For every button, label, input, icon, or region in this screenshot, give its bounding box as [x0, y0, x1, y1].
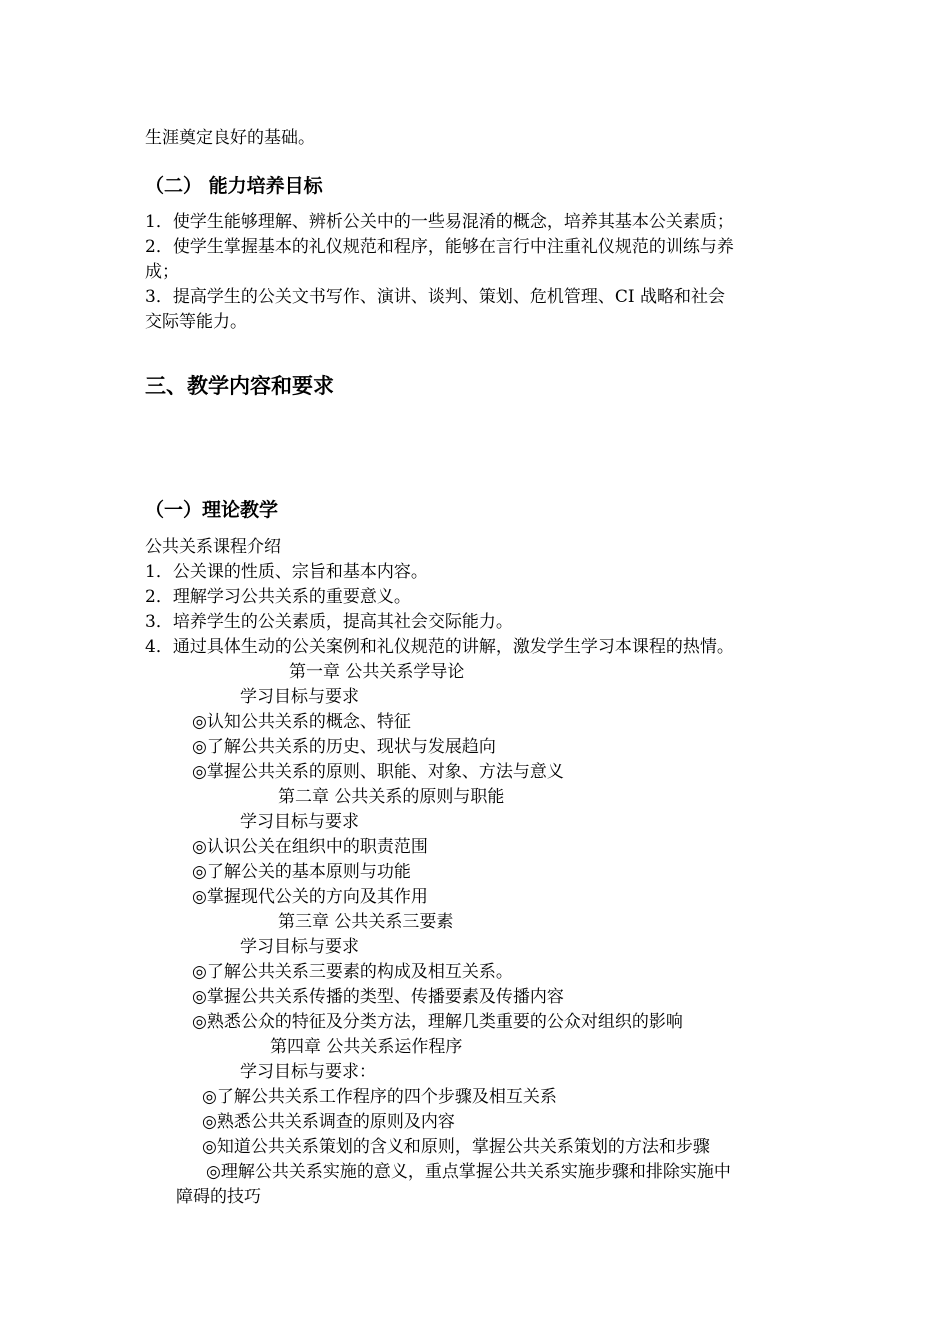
chapter-goal-item: ◎掌握公共关系的原则、职能、对象、方法与意义	[192, 762, 564, 782]
chapter-goal-label: 学习目标与要求	[240, 937, 359, 957]
ability-item: 2．使学生掌握基本的礼仪规范和程序，能够在言行中注重礼仪规范的训练与养	[145, 237, 734, 257]
theory-intro-title: 公共关系课程介绍	[145, 537, 281, 557]
theory-intro-item: 4．通过具体生动的公关案例和礼仪规范的讲解，激发学生学习本课程的热情。	[145, 637, 734, 657]
chapter-goal-item: ◎知道公共关系策划的含义和原则，掌握公共关系策划的方法和步骤	[202, 1137, 710, 1157]
chapter-goal-label: 学习目标与要求	[240, 812, 359, 832]
ability-item: 交际等能力。	[145, 312, 247, 332]
chapter-goal-item: ◎了解公共关系的历史、现状与发展趋向	[192, 737, 496, 757]
chapter-goal-item: 障碍的技巧	[176, 1187, 261, 1207]
chapter-title: 第三章 公共关系三要素	[278, 912, 454, 932]
chapter-goal-item: ◎理解公共关系实施的意义，重点掌握公共关系实施步骤和排除实施中	[206, 1162, 731, 1182]
chapter-title: 第四章 公共关系运作程序	[270, 1037, 463, 1057]
intro-tail-text: 生涯奠定良好的基础。	[145, 128, 315, 148]
chapter-goal-item: ◎熟悉公共关系调查的原则及内容	[202, 1112, 455, 1132]
ability-heading: （二） 能力培养目标	[145, 175, 323, 197]
chapter-title: 第二章 公共关系的原则与职能	[278, 787, 505, 807]
chapter-goal-item: ◎认识公关在组织中的职责范围	[192, 837, 428, 857]
chapter-goal-item: ◎认知公共关系的概念、特征	[192, 712, 411, 732]
theory-heading: （一）理论教学	[145, 499, 279, 521]
theory-intro-item: 1．公关课的性质、宗旨和基本内容。	[145, 562, 428, 582]
chapter-goal-item: ◎了解公共关系三要素的构成及相互关系。	[192, 962, 513, 982]
chapter-goal-item: ◎了解公共关系工作程序的四个步骤及相互关系	[202, 1087, 557, 1107]
ability-item: 3．提高学生的公关文书写作、演讲、谈判、策划、危机管理、CI 战略和社会	[145, 287, 725, 307]
chapter-goal-item: ◎掌握现代公关的方向及其作用	[192, 887, 428, 907]
chapter-goal-label: 学习目标与要求	[240, 687, 359, 707]
theory-intro-item: 2．理解学习公共关系的重要意义。	[145, 587, 411, 607]
chapter-goal-item: ◎了解公关的基本原则与功能	[192, 862, 411, 882]
chapter-goal-label: 学习目标与要求：	[240, 1062, 376, 1082]
ability-item: 成；	[145, 262, 179, 282]
chapter-goal-item: ◎熟悉公众的特征及分类方法，理解几类重要的公众对组织的影响	[192, 1012, 683, 1032]
chapter-title: 第一章 公共关系学导论	[289, 662, 465, 682]
chapter-goal-item: ◎掌握公共关系传播的类型、传播要素及传播内容	[192, 987, 564, 1007]
theory-intro-item: 3．培养学生的公关素质，提高其社会交际能力。	[145, 612, 513, 632]
section3-heading: 三、教学内容和要求	[145, 374, 334, 398]
ability-item: 1．使学生能够理解、辨析公关中的一些易混淆的概念，培养其基本公关素质；	[145, 212, 734, 232]
